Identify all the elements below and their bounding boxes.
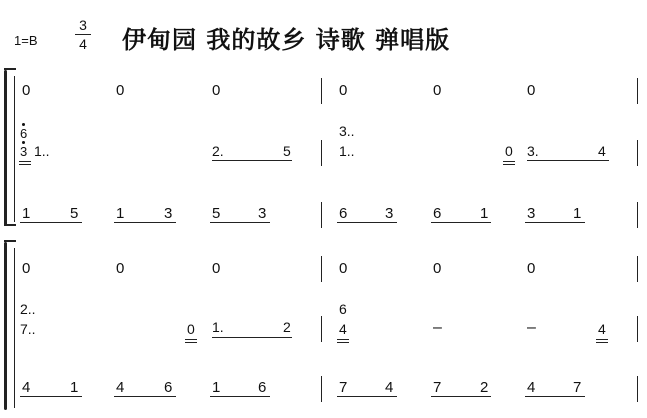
beam: [337, 222, 397, 223]
chord-note: [20, 122, 27, 158]
note-digit: 5: [283, 143, 291, 159]
beam: [20, 222, 82, 223]
rest-note: 0: [433, 82, 442, 99]
underline: [337, 342, 349, 343]
note-digit: 2: [283, 319, 291, 335]
beam: [212, 160, 292, 161]
rest-note: 0: [116, 82, 125, 99]
note-digit: 4: [22, 379, 31, 396]
note-digit: 2: [480, 379, 489, 396]
note-digit: 3: [20, 144, 28, 159]
rest-note: 0: [339, 260, 348, 277]
note-digit: 1.: [212, 319, 224, 335]
underline: [185, 342, 197, 343]
barline: [321, 78, 322, 104]
rest-note: 0: [22, 82, 31, 99]
barline: [321, 256, 322, 282]
note-digit: 4: [598, 321, 606, 337]
note-digit: 7: [433, 379, 442, 396]
barline: [637, 78, 638, 104]
beam: [210, 396, 270, 397]
note-digit: 2..: [20, 301, 36, 317]
time-signature-bar: [75, 34, 91, 35]
beam: [431, 396, 491, 397]
note-digit: 1: [116, 205, 125, 222]
note-digit: 0: [505, 143, 513, 159]
note-digit: 1: [212, 379, 221, 396]
beam: [525, 222, 585, 223]
note-digit: 4: [116, 379, 125, 396]
note-digit: 1: [70, 379, 79, 396]
score-system-2: [0, 238, 647, 414]
beam: [210, 222, 270, 223]
note-digit: 3.: [527, 143, 539, 159]
time-signature-top: 3: [79, 17, 87, 33]
note-digit: 1: [22, 205, 31, 222]
note-digit: 6: [433, 205, 442, 222]
brace-top-hook: [4, 240, 16, 242]
note-digit: 3..: [339, 123, 355, 139]
rest-note: 0: [339, 82, 348, 99]
note-digit: 6: [164, 379, 173, 396]
rest-note: 0: [527, 260, 536, 277]
barline: [637, 256, 638, 282]
beam: [431, 222, 491, 223]
underline: [19, 161, 31, 162]
beam: [114, 222, 176, 223]
rest-note: 0: [527, 82, 536, 99]
beam: [337, 396, 397, 397]
brace-top-hook: [4, 68, 16, 70]
note-digit: 4: [339, 321, 347, 337]
time-signature-bottom: 4: [79, 36, 87, 52]
staff-left-line: [14, 248, 15, 408]
note-digit: 7: [339, 379, 348, 396]
note-digit: 1..: [339, 143, 355, 159]
note-digit: 5: [212, 205, 221, 222]
rest-note: 0: [212, 82, 221, 99]
note-digit: 1: [480, 205, 489, 222]
beam: [114, 396, 176, 397]
note-digit: 5: [70, 205, 79, 222]
note-digit: 3: [258, 205, 267, 222]
barline: [321, 316, 322, 342]
barline: [321, 140, 322, 166]
barline: [637, 140, 638, 166]
underline: [185, 339, 197, 340]
dash-note: –: [433, 319, 442, 336]
rest-note: 0: [22, 260, 31, 277]
system-brace: [4, 242, 7, 410]
rest-note: 0: [116, 260, 125, 277]
underline: [19, 164, 31, 165]
page-title: 伊甸园 我的故乡 诗歌 弹唱版: [122, 26, 451, 54]
note-digit: 4: [385, 379, 394, 396]
beam: [212, 337, 292, 338]
note-digit: 3: [527, 205, 536, 222]
note-digit: 6: [20, 126, 28, 141]
underline: [596, 342, 608, 343]
underline: [596, 339, 608, 340]
note-digit: 2.: [212, 143, 224, 159]
underline: [503, 164, 515, 165]
time-signature: [74, 18, 92, 51]
note-digit: 7..: [20, 321, 36, 337]
staff-left-line: [14, 76, 15, 222]
note-digit: 6: [339, 205, 348, 222]
beam: [525, 396, 585, 397]
note-digit: 7: [573, 379, 582, 396]
barline: [637, 316, 638, 342]
note-digit: 6: [258, 379, 267, 396]
note-digit: 1: [573, 205, 582, 222]
note-digit: 4: [527, 379, 536, 396]
dash-note: –: [527, 319, 536, 336]
key-signature: 1=B: [14, 33, 38, 48]
note-digit: 4: [598, 143, 606, 159]
barline: [637, 202, 638, 228]
underline: [503, 161, 515, 162]
score-system-1: [0, 66, 647, 236]
note-digit: 0: [187, 321, 195, 337]
barline: [637, 376, 638, 402]
rest-note: 0: [212, 260, 221, 277]
system-brace: [4, 70, 7, 226]
underline: [337, 339, 349, 340]
beam: [20, 396, 82, 397]
note-digit: 3: [385, 205, 394, 222]
brace-bottom-hook: [4, 224, 16, 226]
rest-note: 0: [433, 260, 442, 277]
barline: [321, 376, 322, 402]
note-digit: 3: [164, 205, 173, 222]
barline: [321, 202, 322, 228]
beam: [527, 160, 609, 161]
note-digit: 1..: [34, 143, 50, 159]
note-digit: 6: [339, 301, 347, 317]
